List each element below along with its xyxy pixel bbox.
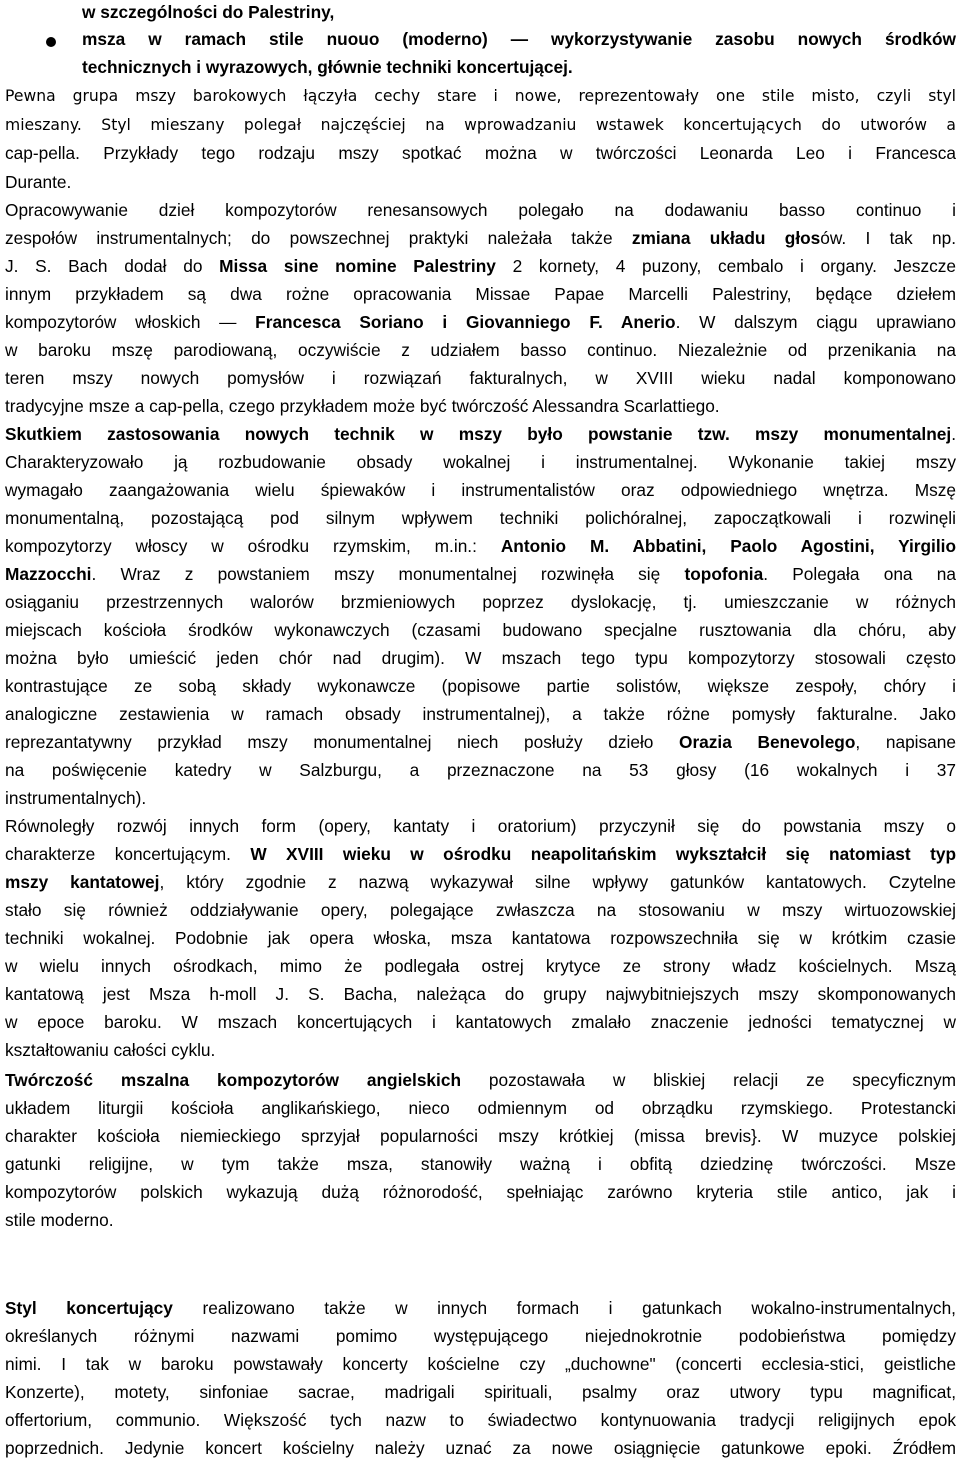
text-span: . W dalszym ciągu uprawiano	[675, 312, 956, 332]
text-line	[5, 1096, 956, 1120]
text-span: . Wraz z powstaniem mszy monumentalnej rozwinęła się	[91, 564, 685, 584]
text-span: kantatową jest Msza h-moll J. S. Bacha, należąca do grupy najwybitniejszych mszy skomponowanych	[5, 984, 956, 1004]
bold-text: topofonia	[684, 564, 764, 584]
text-line	[5, 758, 956, 782]
bold-text: w szczególności do Palestriny,	[82, 2, 335, 22]
text-line	[5, 562, 956, 586]
text-span: układem liturgii kościoła anglikańskiego, nieco odmiennym od obrządku rzymskiego. Protestancki	[5, 1098, 956, 1118]
text-span: reprezantatywny przykład mszy monumentalnej niech posłuży dzieło	[5, 732, 680, 752]
text-span: Równoległy rozwój innych form (opery, kantaty i oratorium) przyczynił się do powstania mszy o	[5, 816, 956, 836]
text-line	[5, 1152, 956, 1176]
text-span: instrumentalnych).	[5, 788, 147, 808]
text-span: można było umieścić jeden chór nad drugim). W mszach tego typu kompozytorzy stosowali często	[5, 648, 956, 668]
text-line	[5, 1324, 956, 1348]
text-line	[5, 1180, 956, 1204]
bold-text: Francesca Soriano i Giovanniego F. Anerio	[255, 312, 676, 332]
text-line	[5, 534, 956, 558]
text-line	[5, 1408, 956, 1432]
bold-text: msza w ramach stile nuouo (moderno) — wykorzystywanie zasobu nowych środków	[82, 29, 956, 49]
bold-text: Antonio M. Abbatini, Paolo Agostini, Yirgilio	[500, 536, 956, 556]
text-line	[5, 590, 956, 614]
bold-text: mszy kantatowej	[5, 872, 160, 892]
text-span: mieszany. Styl mieszany polegał najczęściej na wprowadzaniu wstawek koncertujących do utworów a	[5, 116, 956, 134]
text-line	[5, 198, 956, 222]
text-line	[5, 1352, 956, 1376]
text-line	[5, 1038, 956, 1062]
text-line	[5, 422, 956, 446]
text-line	[5, 450, 956, 474]
text-line	[5, 898, 956, 922]
text-line	[5, 170, 956, 194]
text-line	[5, 84, 956, 108]
text-span: , który zgodnie z nazwą wykazywał silne wpływy gatunków kantatowych. Czytelne	[159, 872, 956, 892]
text-span: kontrastujące ze sobą składy wykonawcze (popisowe partie solistów, większe zespoły, chóry i	[5, 676, 956, 696]
text-span: w epoce baroku. W mszach koncertujących i kantatowych zmalało znaczenie jedności tematycznej w	[5, 1012, 956, 1032]
text-line	[5, 618, 956, 642]
text-line	[5, 394, 956, 418]
text-span: wymagało zaangażowania wielu śpiewaków i instrumentalistów oraz odpowiedniego wnętrza. Mszę	[5, 480, 956, 500]
bold-text: technicznych i wyrazowych, głównie techniki koncertującej.	[82, 57, 573, 77]
text-line	[5, 506, 956, 530]
text-line	[5, 1010, 956, 1034]
text-span: kompozytorzy włoscy w ośrodku rzymskim, m.in.:	[5, 536, 501, 556]
text-span: poprzednich. Jedynie koncert kościelny należy uznać za nowe osiągnięcie gatunkowe epoki. Źródłem	[5, 1438, 956, 1458]
text-span: ów. I tak np.	[820, 228, 956, 248]
text-span: tradycyjne msze a cap-pella, czego przykładem może być twórczość Alessandra Scarlattiego.	[5, 396, 720, 416]
text-line	[5, 226, 956, 250]
text-span: nimi. I tak w baroku powstawały koncerty kościelne czy „duchowne" (concerti ecclesia-stici, geistliche	[5, 1354, 956, 1374]
text-line	[5, 1436, 956, 1460]
bold-text: Skutkiem zastosowania nowych technik w mszy było powstanie tzw. mszy monumentalnej	[5, 424, 952, 444]
text-span: w baroku mszę parodiowaną, oczywiście z udziałem basso continuo. Niezależnie od przenikania na	[5, 340, 956, 360]
text-span: offertorium, communio. Większość tych nazw to świadectwo kontynuowania tradycji religijnych epok	[5, 1410, 956, 1430]
text-span: kompozytorów polskich wykazują dużą różnorodość, spełniając zarówno kryteria stile antico, jak i	[5, 1182, 956, 1202]
bullet-icon	[46, 37, 56, 47]
text-line	[5, 786, 956, 810]
text-span: osiąganiu przestrzennych walorów brzmieniowych poprzez dyslokację, tj. umieszczanie w różnych	[5, 592, 956, 612]
text-line	[5, 954, 956, 978]
bold-text: Orazia Benevolego	[679, 732, 856, 752]
bold-text: Twórczość mszalna kompozytorów angielskich	[5, 1070, 462, 1090]
text-span: kształtowaniu całości cyklu.	[5, 1040, 216, 1060]
text-line	[5, 926, 956, 950]
text-line	[5, 338, 956, 362]
text-span: cap-pella. Przykłady tego rodzaju mszy spotkać można w twórczości Leonarda Leo i Francesca	[5, 143, 956, 163]
bold-text: Missa sine nomine Palestriny	[219, 256, 496, 276]
text-line	[5, 282, 956, 306]
text-span: teren mszy nowych pomysłów i rozwiązań fakturalnych, w XVIII wieku nadal komponowano	[5, 368, 956, 388]
bold-text: W XVIII wieku w ośrodku neapolitańskim wykształcił się natomiast typ	[250, 844, 956, 864]
text-span: monumentalną, pozostającą pod silnym wpływem techniki polichóralnej, zapoczątkowali i rozwinęli	[5, 508, 956, 528]
text-line	[5, 366, 956, 390]
text-line	[5, 646, 956, 670]
text-span: pozostawała w bliskiej relacji ze specyficznym	[461, 1070, 956, 1090]
text-span: Durante.	[5, 172, 72, 192]
text-span: określanych różnymi nazwami pomimo występującego niejednokrotnie podobieństwa pomiędzy	[5, 1326, 956, 1346]
text-span: , napisane	[855, 732, 956, 752]
text-line	[82, 0, 956, 24]
text-span: kompozytorów włoskich —	[5, 312, 256, 332]
text-span: Opracowywanie dzieł kompozytorów renesansowych polegało na dodawaniu basso continuo i	[5, 200, 956, 220]
text-span: .	[951, 424, 956, 444]
text-line	[82, 55, 956, 79]
text-span: charakterze koncertującym.	[5, 844, 251, 864]
text-line	[5, 842, 956, 866]
bold-text: Mazzocchi	[5, 564, 92, 584]
text-line	[5, 870, 956, 894]
text-span: 2 kornety, 4 puzony, cembalo i organy. Jeszcze	[495, 256, 956, 276]
text-span: miejscach kościoła środków wykonawczych (czasami budowano specjalne rusztowania dla chóru, aby	[5, 620, 956, 640]
text-span: Konzerte), motety, sinfoniae sacrae, madrigali spirituali, psalmy oraz utwory typu magnificat,	[5, 1382, 956, 1402]
text-line	[5, 702, 956, 726]
text-span: na poświęcenie katedry w Salzburgu, a przeznaczone na 53 głosy (16 wokalnych i 37	[5, 760, 956, 780]
text-line	[5, 1068, 956, 1092]
text-line	[5, 113, 956, 137]
text-span: zespołów instrumentalnych; do powszechnej praktyki należała także	[5, 228, 632, 248]
text-span: innym przykładem są dwa rożne opracowania Missae Papae Marcelli Palestriny, będące dziełem	[5, 284, 956, 304]
text-span: . Polegała ona na	[763, 564, 956, 584]
text-span: J. S. Bach dodał do	[5, 256, 220, 276]
bold-text: Styl koncertujący	[5, 1298, 173, 1318]
text-line	[5, 730, 956, 754]
text-span: analogiczne zestawienia w ramach obsady instrumentalnej), a także różne pomysły fakturalne. Jako	[5, 704, 956, 724]
bold-text: zmiana układu głos	[631, 228, 821, 248]
text-line	[82, 27, 956, 51]
text-line	[5, 1296, 956, 1320]
text-span: Charakteryzowało ją rozbudowanie obsady wokalnej i instrumentalnej. Wykonanie takiej mszy	[5, 452, 956, 472]
text-span: stile moderno.	[5, 1210, 114, 1230]
text-line	[5, 982, 956, 1006]
text-line	[5, 674, 956, 698]
text-span: charakter kościoła niemieckiego sprzyjał popularności mszy krótkiej (missa brevis}. W muzyce polskiej	[5, 1126, 956, 1146]
text-line	[5, 1380, 956, 1404]
text-line	[5, 310, 956, 334]
text-span: stało się również oddziaływanie opery, polegające zwłaszcza na stosowaniu w mszy wirtuozowskiej	[5, 900, 956, 920]
text-span: realizowano także w innych formach i gatunkach wokalno-instrumentalnych,	[172, 1298, 956, 1318]
text-span: Pewna grupa mszy barokowych łączyła cechy stare i nowe, reprezentowały one stile misto, czyli styl	[5, 87, 956, 105]
text-line	[5, 141, 956, 165]
text-line	[5, 478, 956, 502]
text-span: w wielu innych ośrodkach, mimo że podlegała ostrej krytyce ze strony władz kościelnych. Mszą	[5, 956, 956, 976]
text-span: techniki wokalnej. Podobnie jak opera włoska, msza kantatowa rozpowszechniła się w krótkim czasie	[5, 928, 956, 948]
text-line	[5, 814, 956, 838]
text-line	[5, 1208, 956, 1232]
text-line	[5, 1124, 956, 1148]
text-span: gatunki religijne, w tym także msza, stanowiły ważną i obfitą dziedzinę twórczości. Msze	[5, 1154, 956, 1174]
text-line	[5, 254, 956, 278]
